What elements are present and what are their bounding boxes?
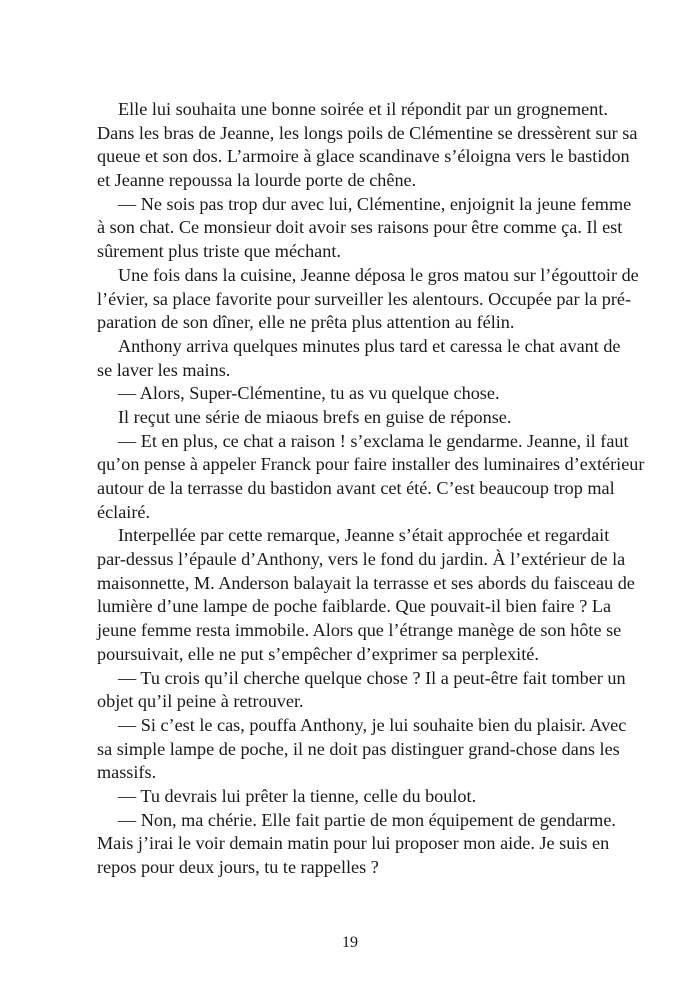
- text-line: autour de la terrasse du bastidon avant cet été. C’est beaucoup trop mal: [97, 478, 615, 498]
- text-line: qu’on pense à appeler Franck pour faire installer des luminaires d’extérieur: [97, 454, 645, 475]
- text-line: — Et en plus, ce chat a raison ! s’exclama le gendarme. Jeanne, il faut: [118, 430, 629, 451]
- text-line: l’évier, sa place favorite pour surveiller les alentours. Occupée par la pré-: [97, 288, 632, 309]
- text-line: Interpellée par cette remarque, Jeanne s’était approchée et regardait: [118, 525, 610, 546]
- text-line: se laver les mains.: [97, 359, 231, 380]
- text-line: — Alors, Super-Clémentine, tu as vu quelque chose.: [118, 383, 500, 404]
- text-line: poursuivait, elle ne put s’empêcher d’exprimer sa perplexité.: [97, 643, 539, 664]
- text-line: éclairé.: [97, 501, 150, 522]
- text-line: Elle lui souhaita une bonne soirée et il répondit par un grognement.: [118, 99, 608, 119]
- text-line: maisonnette, M. Anderson balayait la terrasse et ses abords du faisceau de: [97, 572, 635, 593]
- text-line: Dans les bras de Jeanne, les longs poils de Clémentine se dressèrent sur sa: [97, 122, 638, 143]
- text-line: — Tu crois qu’il cherche quelque chose ? Il a peut-être fait tomber un: [118, 667, 626, 688]
- text-line: — Non, ma chérie. Elle fait partie de mon équipement de gendarme.: [118, 809, 616, 830]
- text-line: Une fois dans la cuisine, Jeanne déposa le gros matou sur l’égouttoir de: [118, 264, 639, 285]
- text-line: par-dessus l’épaule d’Anthony, vers le fond du jardin. À l’extérieur de la: [97, 549, 626, 570]
- text-line: Il reçut une série de miaous brefs en guise de réponse.: [118, 406, 512, 427]
- text-line: lumière d’une lampe de poche faiblarde. Que pouvait-il bien faire ? La: [97, 596, 612, 617]
- text-line: — Tu devrais lui prêter la tienne, celle du boulot.: [118, 785, 477, 806]
- text-line: jeune femme resta immobile. Alors que l’étrange manège de son hôte se: [97, 620, 622, 641]
- text-line: massifs.: [97, 762, 157, 783]
- text-line: repos pour deux jours, tu te rappelles ?: [97, 857, 379, 877]
- text-line: Anthony arriva quelques minutes plus tard et caressa le chat avant de: [118, 335, 621, 356]
- text-line: Mais j’irai le voir demain matin pour lui proposer mon aide. Je suis en: [97, 833, 610, 854]
- body-text: [97, 98, 645, 880]
- page-number: 19: [342, 934, 358, 951]
- text-line: objet qu’il peine à retrouver.: [97, 691, 304, 712]
- text-line: — Si c’est le cas, pouffa Anthony, je lui souhaite bien du plaisir. Avec: [118, 714, 627, 735]
- text-line: sûrement plus triste que méchant.: [97, 241, 341, 262]
- text-line: queue et son dos. L’armoire à glace scandinave s’éloigna vers le bastidon: [97, 146, 630, 167]
- text-line: et Jeanne repoussa la lourde porte de chêne.: [97, 170, 417, 191]
- text-line: à son chat. Ce monsieur doit avoir ses raisons pour être comme ça. Il est: [97, 217, 623, 238]
- text-line: paration de son dîner, elle ne prêta plus attention au félin.: [97, 312, 515, 333]
- text-line: sa simple lampe de poche, il ne doit pas distinguer grand-chose dans les: [97, 738, 620, 759]
- text-line: — Ne sois pas trop dur avec lui, Clémentine, enjoignit la jeune femme: [118, 193, 632, 214]
